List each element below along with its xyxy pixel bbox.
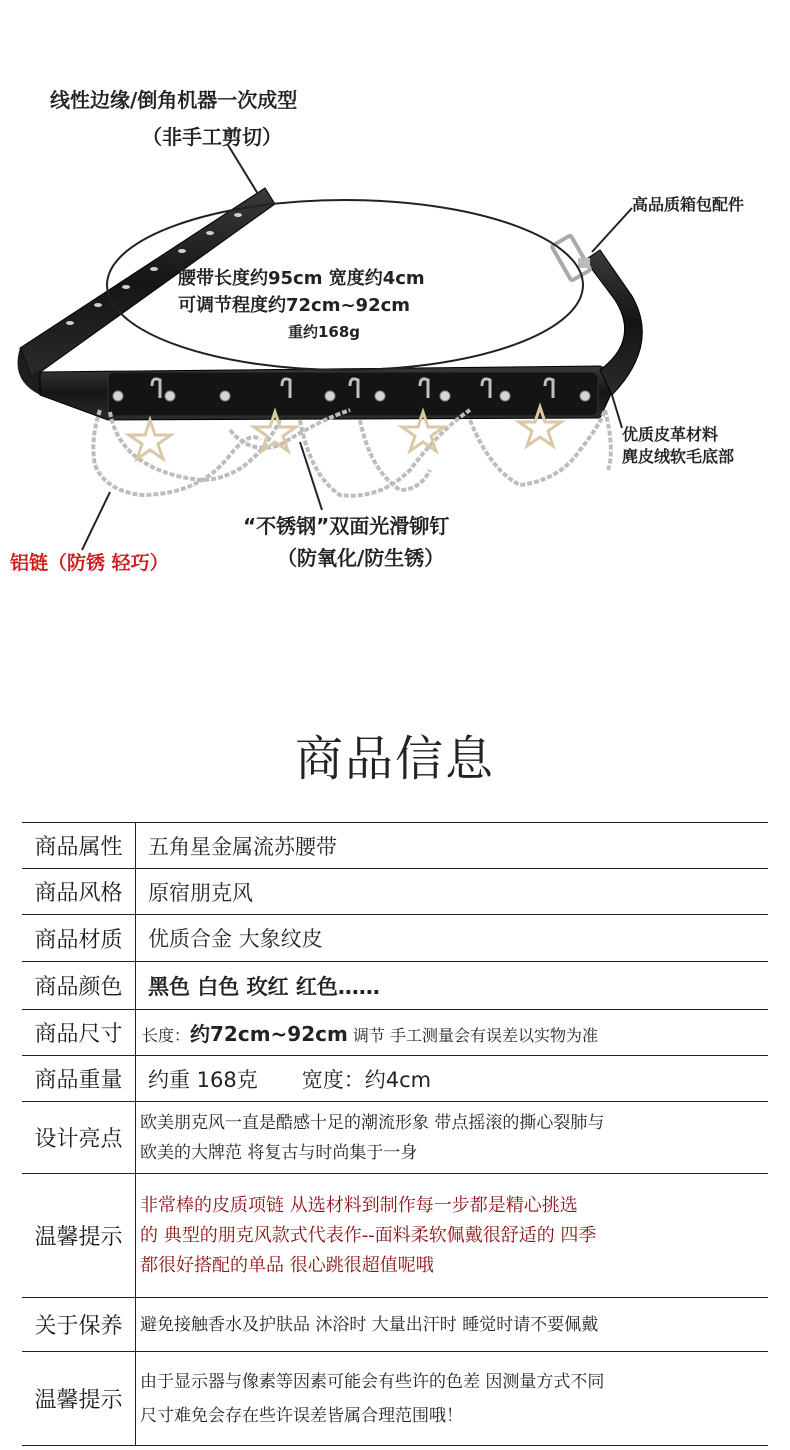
table-row [22,1010,768,1056]
product-info-table [22,822,768,1446]
leather-callout [622,424,734,468]
rivet-callout [243,510,449,574]
notice-line1: 由于显示器与像素等因素可能会有些许的色差 因测量方式不同 [140,1371,605,1392]
hardware-callout: 高品质箱包配件 [632,195,745,214]
table-row [22,1102,768,1174]
edge-callout-line2: （非手工剪切） [142,125,282,149]
size-note: 调节 手工测量会有误差以实物为准 [347,1026,599,1045]
highlight-line2: 欧美的大牌范 将复古与时尚集于一身 [140,1142,418,1163]
row-label: 温馨提示 [22,1174,136,1298]
row-label: 温馨提示 [22,1352,136,1446]
size-callout-line3: 重约168g [288,323,361,341]
row-label: 商品属性 [22,823,136,869]
table-row [22,915,768,962]
chain-callout: 铝链（防锈 轻巧） [10,552,169,574]
tip-line3: 都很好搭配的单品 很心跳很超值呢哦 [140,1254,434,1276]
row-label: 商品重量 [22,1056,136,1102]
size-callout-line2: 可调节程度约72cm~92cm [178,295,411,316]
table-row [22,1298,768,1352]
row-value [136,1102,769,1174]
row-value [136,1056,769,1102]
rivet-callout-line1: “不锈钢”双面光滑铆钉 [243,514,450,538]
row-label: 关于保养 [22,1298,136,1352]
row-value: 原宿朋克风 [136,869,769,915]
size-prefix: 长度： [142,1026,191,1045]
width-value: 宽度：约4cm [301,1067,432,1092]
row-value: 优质合金 大象纹皮 [136,915,769,962]
size-callout [178,265,425,346]
row-label: 商品风格 [22,869,136,915]
row-value [136,1010,769,1056]
row-value: 五角星金属流苏腰带 [136,823,769,869]
size-range: 约72cm~92cm [190,1022,348,1046]
edge-callout [50,84,297,150]
table-row [22,1352,768,1446]
table-row [22,869,768,915]
table-row [22,962,768,1010]
row-label: 商品尺寸 [22,1010,136,1056]
table-row [22,1056,768,1102]
section-title: 商品信息 [294,731,495,787]
row-value [136,1352,769,1446]
row-label: 商品材质 [22,915,136,962]
tip-line2: 的 典型的朋克风款式代表作--面料柔软佩戴很舒适的 四季 [140,1224,597,1246]
row-label: 设计亮点 [22,1102,136,1174]
leather-callout-line1: 优质皮革材料 [622,425,719,444]
tip-line1: 非常棒的皮质项链 从选材料到制作每一步都是精心挑选 [140,1194,578,1216]
leather-callout-line2: 麂皮绒软毛底部 [622,447,735,466]
weight-value: 约重 168克 [148,1067,258,1092]
table-row [22,823,768,869]
edge-callout-line1: 线性边缘/倒角机器一次成型 [50,88,298,112]
size-callout-line1: 腰带长度约95cm 宽度约4cm [178,268,425,289]
row-value: 避免接触香水及护肤品 沐浴时 大量出汗时 睡觉时请不要佩戴 [136,1298,769,1352]
row-value: 黑色 白色 玫红 红色…… [136,962,769,1010]
notice-line2: 尺寸难免会存在些许误差皆属合理范围哦！ [140,1405,463,1426]
rivet-callout-line2: （防氧化/防生锈） [277,546,445,570]
highlight-line1: 欧美朋克风一直是酷感十足的潮流形象 带点摇滚的撕心裂肺与 [140,1112,605,1133]
table-row [22,1174,768,1298]
row-label: 商品颜色 [22,962,136,1010]
row-value [136,1174,769,1298]
